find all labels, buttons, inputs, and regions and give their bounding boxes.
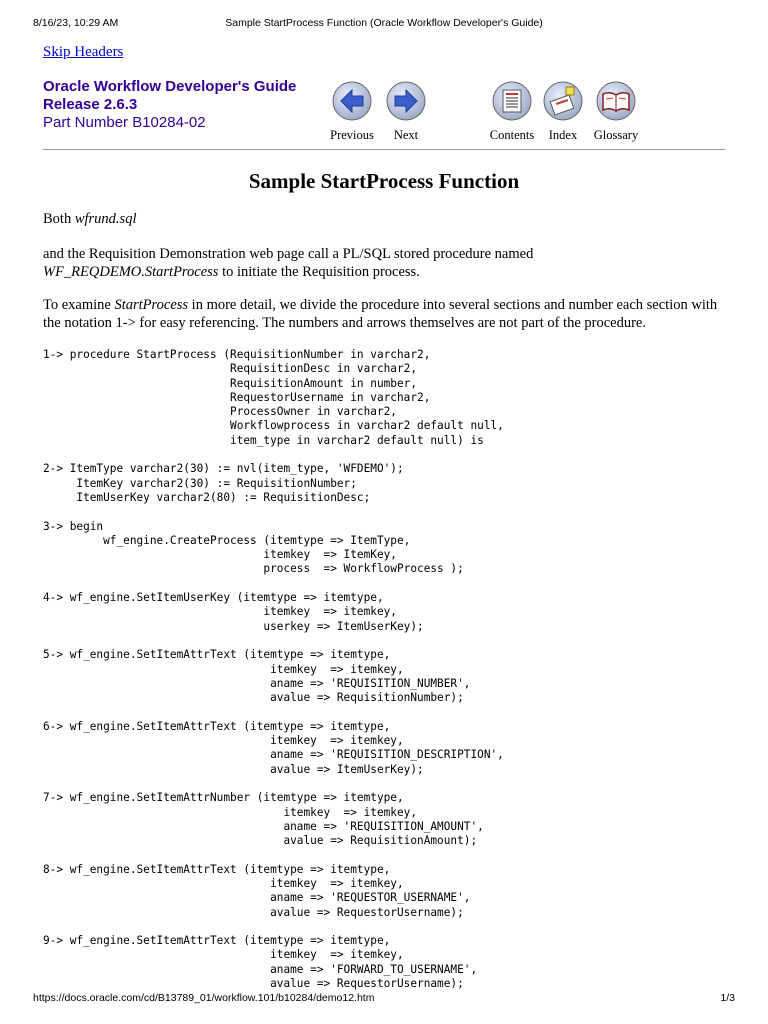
arrow-right-icon — [385, 80, 427, 122]
previous-button[interactable] — [329, 80, 375, 143]
call-text-suffix: to initiate the Requisition process. — [218, 263, 420, 280]
call-text: and the Requisition Demonstration web page call a PL/SQL stored procedure named — [43, 246, 534, 262]
intro-text: Both — [43, 211, 75, 227]
contents-button[interactable] — [486, 80, 538, 143]
examine-text-suffix: in more detail, we divide the procedure into several sections and number each section with the notation 1-> for easy referencing. The numbers and arrows themselves are not part of the procedure. — [43, 297, 718, 331]
arrow-left-icon — [331, 80, 373, 122]
call-paragraph — [43, 246, 733, 281]
code-listing: 1-> procedure StartProcess (RequisitionNumber in varchar2, RequisitionDesc in varchar2, RequisitionAmount in number, RequestorUsername in varchar2, ProcessOwner in varchar2, Workflowprocess in varchar2 default null, item_type in varchar2 default null) is 2-> ItemType varchar2(30) := nvl(item_type, 'WFDEMO'); ItemKey varchar2(30) := RequisitionNumber; ItemUserKey varchar2(80) := RequisitionDesc; 3-> begin wf_engine.CreateProcess (itemtype => ItemType, itemkey => ItemKey, process => WorkflowProcess ); 4-> wf_engine.SetItemUserKey (itemtype => itemtype, itemkey => itemkey, userkey => ItemUserKey); 5-> wf_engine.SetItemAttrText (itemtype => itemtype, itemkey => itemkey, aname => 'REQUISITION_NUMBER', avalue => RequisitionNumber); 6-> wf_engine.SetItemAttrText (itemtype => itemtype, itemkey => itemkey, aname => 'REQUISITION_DESCRIPTION', avalue => ItemUserKey); 7-> wf_engine.SetItemAttrNumber (itemtype => itemtype, itemkey => itemkey, aname => 'REQUISITION_AMOUNT', avalue => RequisitionAmount); 8-> wf_engine.SetItemAttrText (itemtype => itemtype, itemkey => itemkey, aname => 'REQUESTOR_USERNAME', avalue => RequestorUsername); 9-> wf_engine.SetItemAttrText (itemtype => itemtype, itemkey => itemkey, aname => 'FORWARD_TO_USERNAME', avalue => RequestorUsername); — [43, 348, 504, 991]
previous-label: Previous — [330, 128, 374, 142]
table-of-contents-icon — [491, 80, 533, 122]
book-release: Release 2.6.3 — [43, 96, 138, 113]
next-button[interactable] — [383, 80, 429, 143]
glossary-label: Glossary — [593, 128, 639, 142]
book-title: Oracle Workflow Developer's Guide — [43, 78, 297, 95]
examine-paragraph — [43, 297, 733, 332]
intro-paragraph — [43, 211, 733, 229]
contents-label: Contents — [489, 128, 535, 142]
print-footer — [33, 992, 735, 1006]
print-url: https://docs.oracle.com/cd/B13789_01/workflow.101/b10284/demo12.htm — [33, 992, 375, 1004]
header-divider — [43, 149, 725, 150]
examine-text: To examine — [43, 297, 115, 313]
next-label: Next — [393, 128, 419, 142]
procedure-name: WF_REQDEMO.StartProcess — [43, 263, 219, 280]
print-header — [33, 17, 735, 31]
glossary-button[interactable] — [590, 80, 642, 143]
print-datetime: 8/16/23, 10:29 AM — [33, 17, 119, 29]
index-label: Index — [548, 128, 578, 142]
page-title: Sample StartProcess Function — [248, 169, 520, 193]
skip-headers-link[interactable]: Skip Headers — [43, 44, 124, 60]
page-number: 1/3 — [720, 992, 735, 1004]
book-title-block — [43, 78, 296, 132]
file-name: wfrund.sql — [74, 211, 137, 227]
index-button[interactable] — [541, 80, 585, 143]
index-icon — [542, 80, 584, 122]
startprocess-name: StartProcess — [114, 297, 189, 313]
book-icon — [595, 80, 637, 122]
print-title: Sample StartProcess Function (Oracle Workflow Developer's Guide) — [225, 17, 543, 29]
part-number: Part Number B10284-02 — [43, 114, 206, 131]
